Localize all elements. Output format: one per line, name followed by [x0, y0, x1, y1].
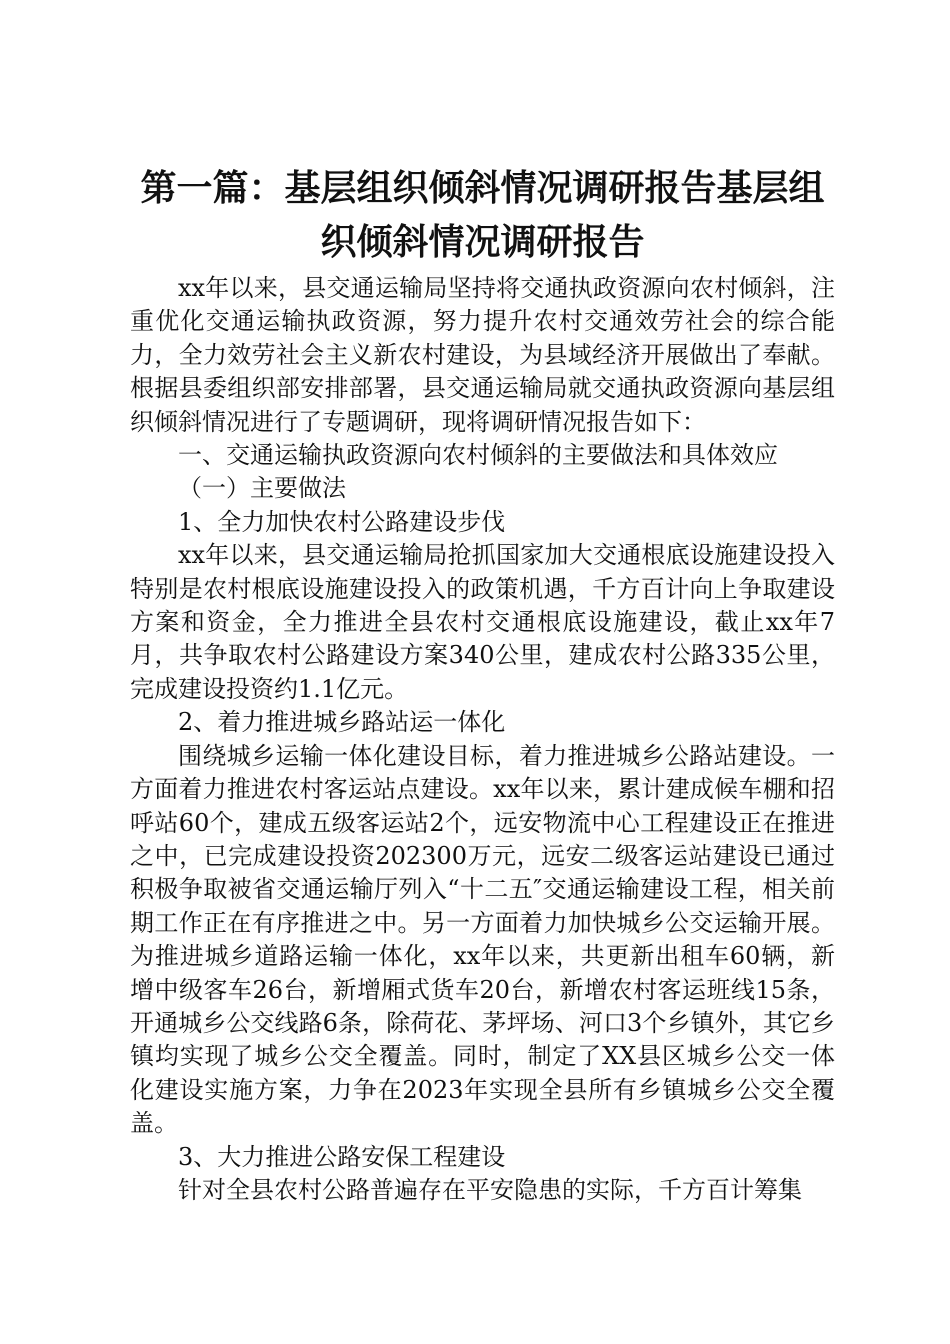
paragraph-item-2: 围绕城乡运输一体化建设目标，着力推进城乡公路站建设。一方面着力推进农村客运站点建设。xx年以来，累计建成候车棚和招呼站60个，建成五级客运站2个，远安物流中心工程建设正在推进之中，已完成建设投资202300万元，远安二级客运站建设已通过积极争取被省交通运输厅列入“十二五″交通运输建设工程，相关前期工作正在有序推进之中。另一方面着力加快城乡公交运输开展。为推进城乡道路运输一体化，xx年以来，共更新出租车60辆，新增中级客车26台，新增厢式货车20台，新增农村客运班线15条，开通城乡公交线路6条，除荷花、茅坪场、河口3个乡镇外，其它乡镇均实现了城乡公交全覆盖。同时，制定了XX县区城乡公交一体化建设实施方案，力争在2023年实现全县所有乡镇城乡公交全覆盖。: [130, 741, 835, 1138]
item-heading-2: 2、着力推进城乡路站运一体化: [178, 708, 506, 737]
document-title: 第一篇：基层组织倾斜情况调研报告基层组织倾斜情况调研报告: [140, 168, 825, 263]
section-heading-1: 一、交通运输执政资源向农村倾斜的主要做法和具体效应: [178, 441, 778, 470]
paragraph-item-3: 针对全县农村公路普遍存在平安隐患的实际，千方百计筹集: [178, 1175, 802, 1204]
document-body: [130, 272, 835, 1207]
paragraph-item-1: xx年以来，县交通运输局抢抓国家加大交通根底设施建设投入特别是农村根底设施建设投入的政策机遇，千方百计向上争取建设方案和资金，全力推进全县农村交通根底设施建设，截止xx年7月，共争取农村公路建设方案340公里，建成农村公路335公里，完成建设投资约1.1亿元。: [130, 541, 835, 703]
item-heading-3: 3、大力推进公路安保工程建设: [178, 1142, 506, 1171]
subsection-heading-1: （一）主要做法: [178, 474, 346, 503]
item-heading-1: 1、全力加快农村公路建设步伐: [178, 507, 506, 536]
document-page: [130, 160, 835, 1207]
paragraph-intro: xx年以来，县交通运输局坚持将交通执政资源向农村倾斜，注重优化交通运输执政资源，努力提升农村交通效劳社会的综合能力，全力效劳社会主义新农村建设，为县域经济开展做出了奉献。根据县委组织部安排部署，县交通运输局就交通执政资源向基层组织倾斜情况进行了专题调研，现将调研情况报告如下：: [130, 274, 835, 436]
